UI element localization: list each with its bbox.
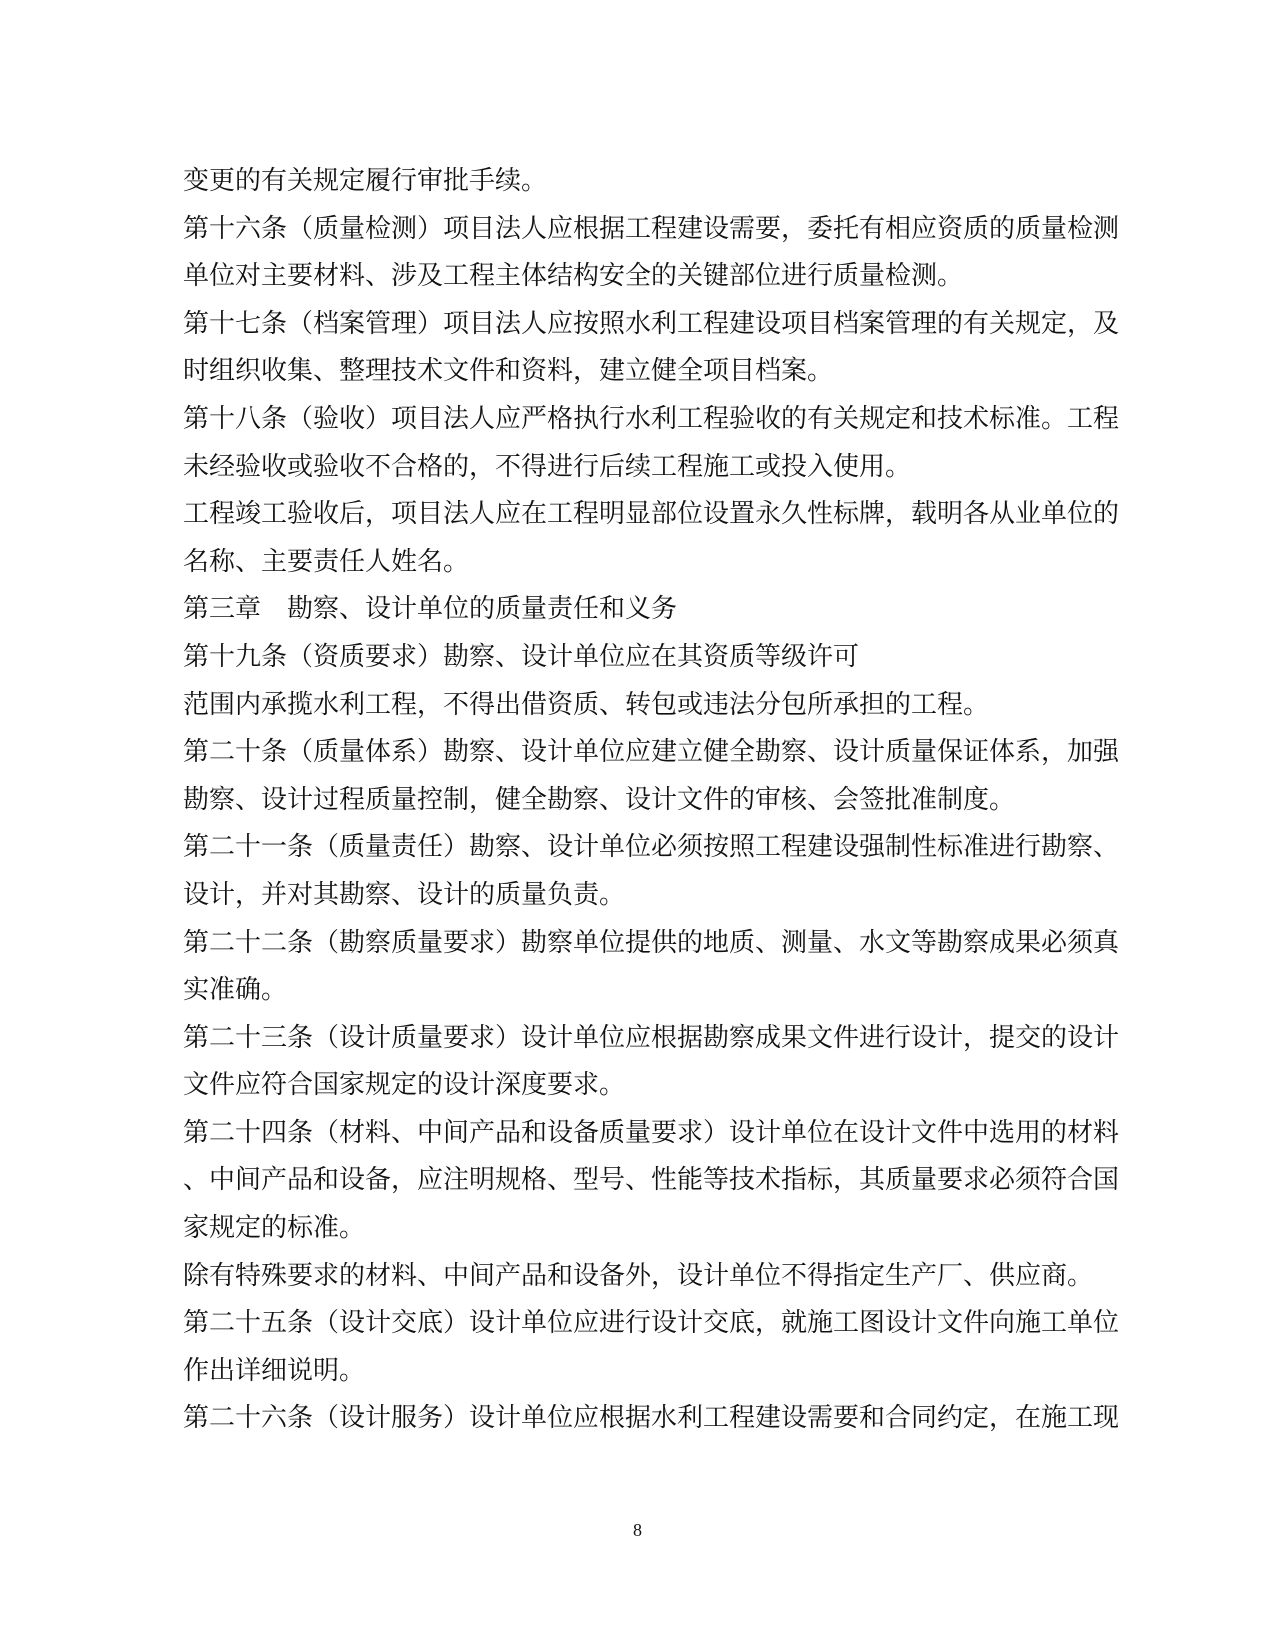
text-line: 名称、主要责任人姓名。 — [183, 546, 470, 577]
text-line: 第二十五条（设计交底）设计单位应进行设计交底，就施工图设计文件向施工单位 — [183, 1308, 1120, 1339]
text-line: 第十九条（资质要求）勘察、设计单位应在其资质等级许可 — [183, 641, 860, 672]
text-line: 范围内承揽水利工程，不得出借资质、转包或违法分包所承担的工程。 — [183, 689, 990, 720]
text-line: 时组织收集、整理技术文件和资料，建立健全项目档案。 — [183, 356, 834, 387]
text-line: 未经验收或验收不合格的，不得进行后续工程施工或投入使用。 — [183, 451, 912, 482]
page-number: 8 — [633, 1520, 642, 1540]
text-line: 勘察、设计过程质量控制，健全勘察、设计文件的审核、会签批准制度。 — [183, 784, 1016, 815]
text-line: 文件应符合国家规定的设计深度要求。 — [183, 1070, 626, 1101]
text-line: 家规定的标准。 — [183, 1213, 366, 1244]
text-line: 第二十四条（材料、中间产品和设备质量要求）设计单位在设计文件中选用的材料 — [183, 1117, 1120, 1148]
text-line: 第二十条（质量体系）勘察、设计单位应建立健全勘察、设计质量保证体系，加强 — [183, 737, 1120, 768]
text-line: 除有特殊要求的材料、中间产品和设备外，设计单位不得指定生产厂、供应商。 — [183, 1260, 1094, 1291]
document-body — [183, 158, 1120, 1443]
text-line: 第十七条（档案管理）项目法人应按照水利工程建设项目档案管理的有关规定，及 — [183, 308, 1120, 339]
text-line: 设计，并对其勘察、设计的质量负责。 — [183, 879, 626, 910]
text-line: 单位对主要材料、涉及工程主体结构安全的关键部位进行质量检测。 — [183, 261, 964, 292]
chapter-heading: 第三章 勘察、设计单位的质量责任和义务 — [183, 594, 678, 625]
text-line: 第十六条（质量检测）项目法人应根据工程建设需要，委托有相应资质的质量检测 — [183, 213, 1120, 244]
text-line: 作出详细说明。 — [183, 1355, 366, 1386]
text-line: 第十八条（验收）项目法人应严格执行水利工程验收的有关规定和技术标准。工程 — [183, 403, 1120, 434]
text-line: 工程竣工验收后，项目法人应在工程明显部位设置永久性标牌，载明各从业单位的 — [183, 499, 1120, 530]
text-line: 实准确。 — [183, 975, 288, 1006]
text-line: 第二十一条（质量责任）勘察、设计单位必须按照工程建设强制性标准进行勘察、 — [183, 832, 1120, 863]
text-line: 第二十三条（设计质量要求）设计单位应根据勘察成果文件进行设计，提交的设计 — [183, 1022, 1120, 1053]
text-line: 、中间产品和设备，应注明规格、型号、性能等技术指标，其质量要求必须符合国 — [183, 1165, 1120, 1196]
text-line: 变更的有关规定履行审批手续。 — [183, 166, 548, 196]
text-line: 第二十二条（勘察质量要求）勘察单位提供的地质、测量、水文等勘察成果必须真 — [183, 927, 1120, 958]
text-line: 第二十六条（设计服务）设计单位应根据水利工程建设需要和合同约定，在施工现 — [183, 1403, 1120, 1434]
